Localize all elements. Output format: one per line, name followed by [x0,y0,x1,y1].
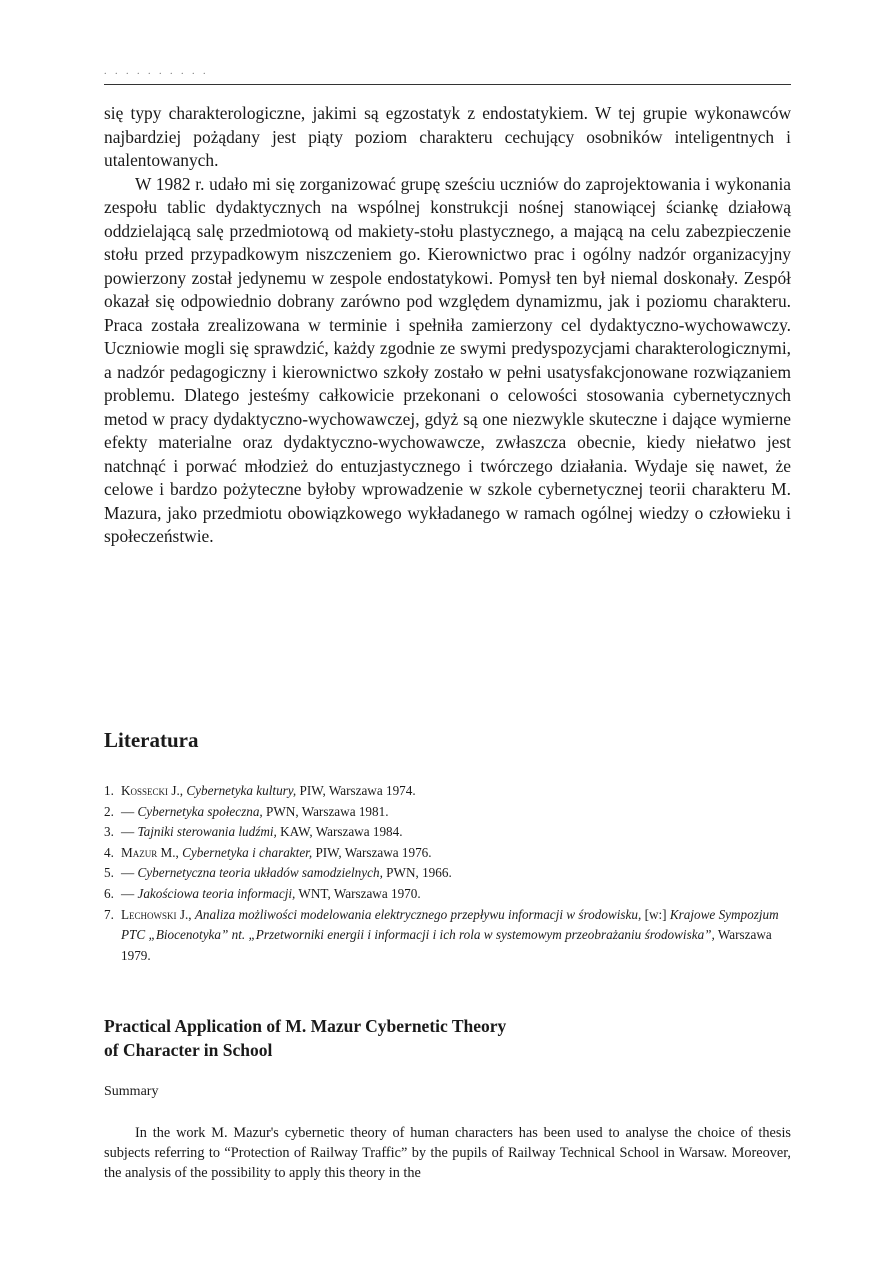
paragraph-2: W 1982 r. udało mi się zorganizować grupę sześciu uczniów do zaprojektowania i wykonania zespołu tablic dydaktycznych na wspólnej konstrukcji nośnej stanowiącej ściankę działową oddzielającą salę przedmiotową od makiety-stołu plastycznego, a mającą na celu zabezpieczenie stołu przed przypadkowym niszczeniem go. Kierownictwo prac i ogólny nadzór organizacyjny powierzony został jedynemu w zespole endostatykowi. Pomysł ten był niemal doskonały. Zespół okazał się odpowiednio dobrany zarówno pod względem dynamizmu, jak i poziomu charakteru. Praca została zrealizowana w terminie i spełniła zamierzony cel dydaktyczno-wychowawczy. Uczniowie mogli się sprawdzić, każdy zgodnie ze swymi predyspozycjami charakterologicznymi, a nadzór pedagogiczny i kierownictwo szkoły zostało w pełni usatysfakcjonowane rozwiązaniem problemu. Dlatego jesteśmy całkowicie przekonani o celowości stosowania cybernetycznych metod w pracy dydaktyczno-wychowawczej, gdyż są one niezwykle skuteczne i dające wymierne efekty materialne oraz dydaktyczno-wychowawcze, zwłaszcza obecnie, kiedy niełatwo jest natchnąć i porwać młodzież do entuzjastycznego i twórczego działania. Wydaje się nawet, że celowe i bardzo pożyteczne byłoby wprowadzenie w szkole cybernetycznej teorii charakteru M. Mazura, jako przedmiotu obowiązkowego wykładanego w ramach ogólnej wiedzy o człowieku i społeczeństwie. [104,173,791,546]
reference-item [104,884,791,905]
paragraph-1: się typy charakterologiczne, jakimi są egzostatyk z endostatykiem. W tej grupie wykonawców najbardziej pożądany jest piąty poziom charakteru cechujący osobników inteligentnych i utalentowanych. [104,103,791,170]
reference-publisher: WNT, Warszawa 1970. [298,885,421,901]
reference-publisher: PWN, 1966. [386,865,452,881]
reference-publisher: PIW, Warszawa 1974. [299,783,416,798]
reference-number: 6. [104,885,114,901]
reference-number: 4. [104,844,114,860]
reference-author: — [121,865,135,881]
literature-heading: Literatura [104,728,199,752]
english-title-line-1: Practical Application of M. Mazur Cybernetic Theory [104,1016,507,1036]
reference-in-marker: [w:] [644,906,667,922]
reference-author: — [121,803,135,819]
reference-item [104,822,791,843]
header-rule [104,84,791,85]
reference-title: Cybernetyka kultury, [186,783,297,798]
english-title [104,1014,704,1062]
reference-title: Analiza możliwości modelowania elektrycznego przepływu informacji w środowisku, [194,906,642,922]
reference-title: Cybernetyka społeczna, [137,803,263,819]
reference-title: Cybernetyczna teoria układów samodzielnych, [137,865,383,881]
reference-author: — [121,824,135,840]
reference-author: Lechowski J., [121,906,192,922]
reference-item [104,802,791,823]
reference-number: 2. [104,803,114,819]
reference-source-title: Krajowe Sympozjum PTC „Biocenotyka” nt. „Przetworniki energii i informacji i ich rola w systemowym przeobrażaniu środowiska”, [121,906,779,943]
reference-item [104,863,791,884]
running-header-marks: . . . . . . . . . . [104,66,209,77]
reference-item [104,843,791,864]
reference-number: 3. [104,824,114,840]
reference-publisher: PIW, Warszawa 1976. [315,844,432,860]
reference-title: Jakościowa teoria informacji, [137,885,296,901]
reference-number: 7. [104,906,114,922]
reference-title: Tajniki sterowania ludźmi, [137,824,277,840]
english-title-line-2: of Character in School [104,1040,273,1060]
reference-list [104,781,791,966]
summary-label: Summary [104,1084,159,1099]
reference-number: 1. [104,783,114,798]
reference-publisher: PWN, Warszawa 1981. [266,803,389,819]
reference-number: 5. [104,865,114,881]
reference-publisher: Warszawa 1979. [121,927,772,963]
reference-author: Kossecki J., [121,783,184,798]
reference-publisher: KAW, Warszawa 1984. [280,824,403,840]
reference-item [104,781,791,802]
summary-text: In the work M. Mazur's cybernetic theory of human characters has been used to analyse the choice of thesis subjects referring to “Protection of Railway Traffic” by the pupils of Railway Technical School in Warsaw. Moreover, the analysis of the possibility to apply this theory in the [104,1125,791,1181]
reference-item [104,905,791,967]
reference-author: — [121,885,135,901]
reference-author: Mazur M., [121,844,179,860]
body-text [104,102,791,549]
reference-title: Cybernetyka i charakter, [182,844,313,860]
